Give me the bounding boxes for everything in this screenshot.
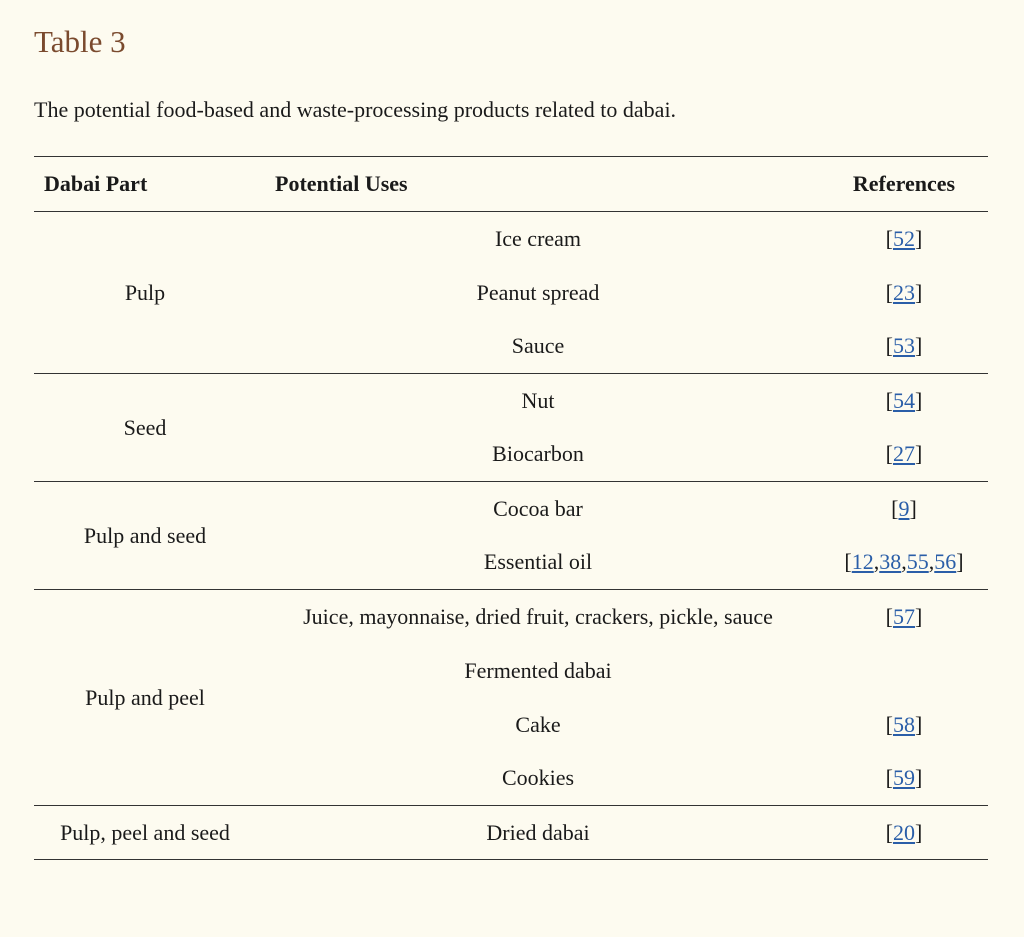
references-cell: [9] — [820, 482, 988, 536]
dabai-products-table — [34, 156, 988, 860]
reference-link[interactable]: 20 — [893, 819, 915, 845]
table-body — [34, 212, 988, 860]
reference-link[interactable]: 12 — [851, 549, 874, 575]
dabai-part-cell: Pulp and peel — [34, 590, 256, 806]
reference-link[interactable]: 38 — [879, 549, 902, 575]
table-caption: The potential food-based and waste-processing products related to dabai. — [34, 97, 677, 122]
reference-link[interactable]: 23 — [893, 279, 915, 305]
references-cell: [58] — [885, 711, 923, 737]
dabai-part-cell: Pulp and seed — [34, 482, 256, 590]
potential-use-cell: Sauce — [511, 333, 565, 359]
potential-use-cell: Cake — [515, 711, 561, 737]
references-cell: [53] — [885, 333, 923, 359]
reference-link[interactable]: 59 — [893, 765, 915, 791]
reference-link[interactable]: 9 — [898, 495, 910, 521]
table-row — [34, 806, 988, 860]
table-row — [34, 212, 988, 266]
potential-use-cell: Essential oil — [483, 549, 593, 575]
references-cell: [12,38,55,56] — [844, 549, 964, 575]
reference-link[interactable]: 27 — [893, 441, 915, 467]
references-cell: [20] — [820, 806, 988, 860]
reference-link[interactable]: 52 — [893, 225, 915, 251]
potential-use-cell: Fermented dabai — [464, 657, 612, 683]
references-cell — [820, 644, 988, 698]
dabai-part-cell: Pulp, peel and seed — [34, 806, 256, 860]
header-dabai-part: Dabai Part — [34, 157, 256, 212]
reference-link[interactable]: 55 — [906, 549, 929, 575]
reference-link[interactable]: 53 — [893, 333, 915, 359]
header-references: References — [820, 157, 988, 212]
references-cell: [23] — [885, 279, 923, 305]
table-row — [34, 374, 988, 428]
potential-use-cell: Biocarbon — [492, 441, 584, 467]
potential-use-cell: Peanut spread — [476, 279, 600, 305]
potential-use-cell: Ice cream — [494, 225, 582, 251]
potential-use-cell: Juice, mayonnaise, dried fruit, crackers, pickle, sauce — [256, 590, 820, 644]
reference-link[interactable]: 54 — [893, 387, 915, 413]
reference-link[interactable]: 58 — [893, 711, 915, 737]
table-title: Table 3 — [34, 24, 126, 59]
references-cell: [57] — [820, 590, 988, 644]
potential-use-cell: Cocoa bar — [256, 482, 820, 536]
reference-link[interactable]: 56 — [934, 549, 957, 575]
potential-use-cell: Cookies — [501, 765, 575, 791]
header-potential-uses: Potential Uses — [256, 157, 820, 212]
references-cell: [52] — [885, 225, 923, 251]
reference-link[interactable]: 57 — [893, 603, 915, 629]
potential-use-cell: Dried dabai — [256, 806, 820, 860]
table-row — [34, 590, 988, 644]
potential-use-cell: Nut — [256, 374, 820, 428]
references-cell: [59] — [885, 765, 923, 791]
dabai-part-cell: Pulp — [124, 279, 166, 305]
table-row — [34, 482, 988, 536]
references-cell: [27] — [885, 441, 923, 467]
table-header-row — [34, 157, 988, 212]
dabai-part-cell: Seed — [34, 374, 256, 482]
references-cell: [54] — [820, 374, 988, 428]
